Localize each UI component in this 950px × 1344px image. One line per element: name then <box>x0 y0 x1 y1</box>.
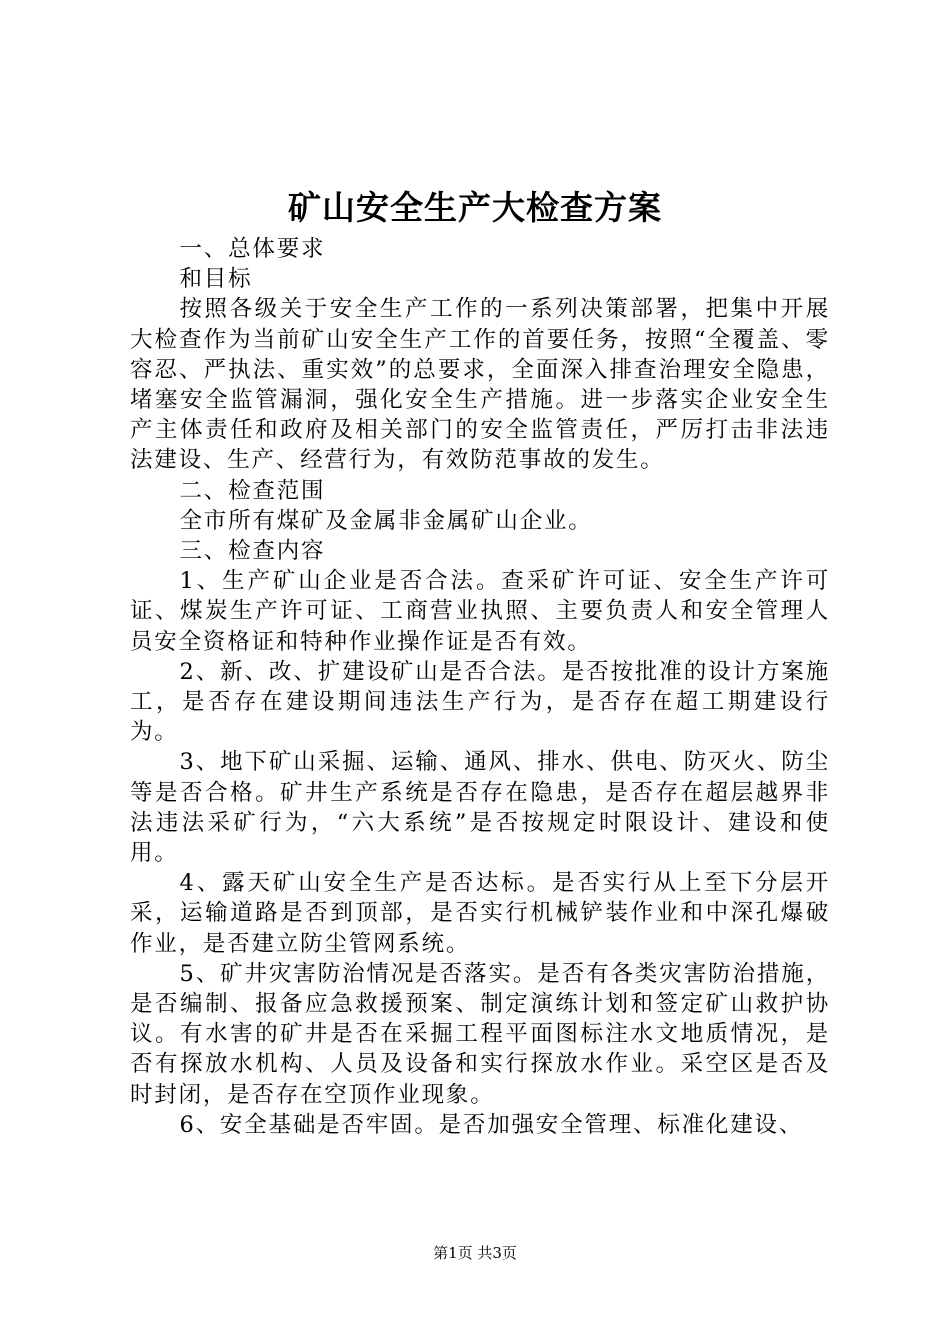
document-title: 矿山安全生产大检查方案 <box>288 188 662 227</box>
paragraph-item-5: 5、矿井灾害防治情况是否落实。是否有各类灾害防治措施，是否编制、报备应急救援预案、制定演练计划和签定矿山救护协议。有水害的矿井是否在采掘工程平面图标注水文地质情况，是否有探放水机构、人员及设备和实行探放水作业。采空区是否及时封闭，是否存在空顶作业现象。 <box>130 960 830 1108</box>
page-number-footer: 第1页 共3页 <box>433 1244 517 1262</box>
paragraph-item-1: 1、生产矿山企业是否合法。查采矿许可证、安全生产许可证、煤炭生产许可证、工商营业执照、主要负责人和安全管理人员安全资格证和特种作业操作证是否有效。 <box>130 568 830 655</box>
paragraph-scope: 全市所有煤矿及金属非金属矿山企业。 <box>179 507 593 534</box>
paragraph-item-6: 6、安全基础是否牢固。是否加强安全管理、标准化建设、 <box>179 1111 804 1138</box>
heading-continuation: 和目标 <box>179 266 253 293</box>
paragraph-item-4: 4、露天矿山安全生产是否达标。是否实行从上至下分层开采，运输道路是否到顶部，是否实行机械铲装作业和中深孔爆破作业，是否建立防尘管网系统。 <box>130 870 830 957</box>
heading-inspection-content: 三、检查内容 <box>179 538 326 565</box>
paragraph-item-2: 2、新、改、扩建设矿山是否合法。是否按批准的设计方案施工，是否存在建设期间违法生产行为，是否存在超工期建设行为。 <box>130 658 830 746</box>
heading-inspection-scope: 二、检查范围 <box>179 477 326 504</box>
paragraph-overview: 按照各级关于安全生产工作的一系列决策部署，把集中开展大检查作为当前矿山安全生产工作的首要任务，按照“全覆盖、零容忍、严执法、重实效”的总要求，全面深入排查治理安全隐患，堵塞安全监管漏洞，强化安全生产措施。进一步落实企业安全生产主体责任和政府及相关部门的安全监管责任，严厉打击非法违法建设、生产、经营行为，有效防范事故的发生。 <box>130 296 830 474</box>
document-body <box>130 234 830 1140</box>
paragraph-item-3: 3、地下矿山采掘、运输、通风、排水、供电、防灭火、防尘等是否合格。矿井生产系统是否存在隐患，是否存在超层越界非法违法采矿行为，“六大系统”是否按规定时限设计、建设和使用。 <box>130 749 830 867</box>
heading-general-requirements: 一、总体要求 <box>179 236 326 262</box>
